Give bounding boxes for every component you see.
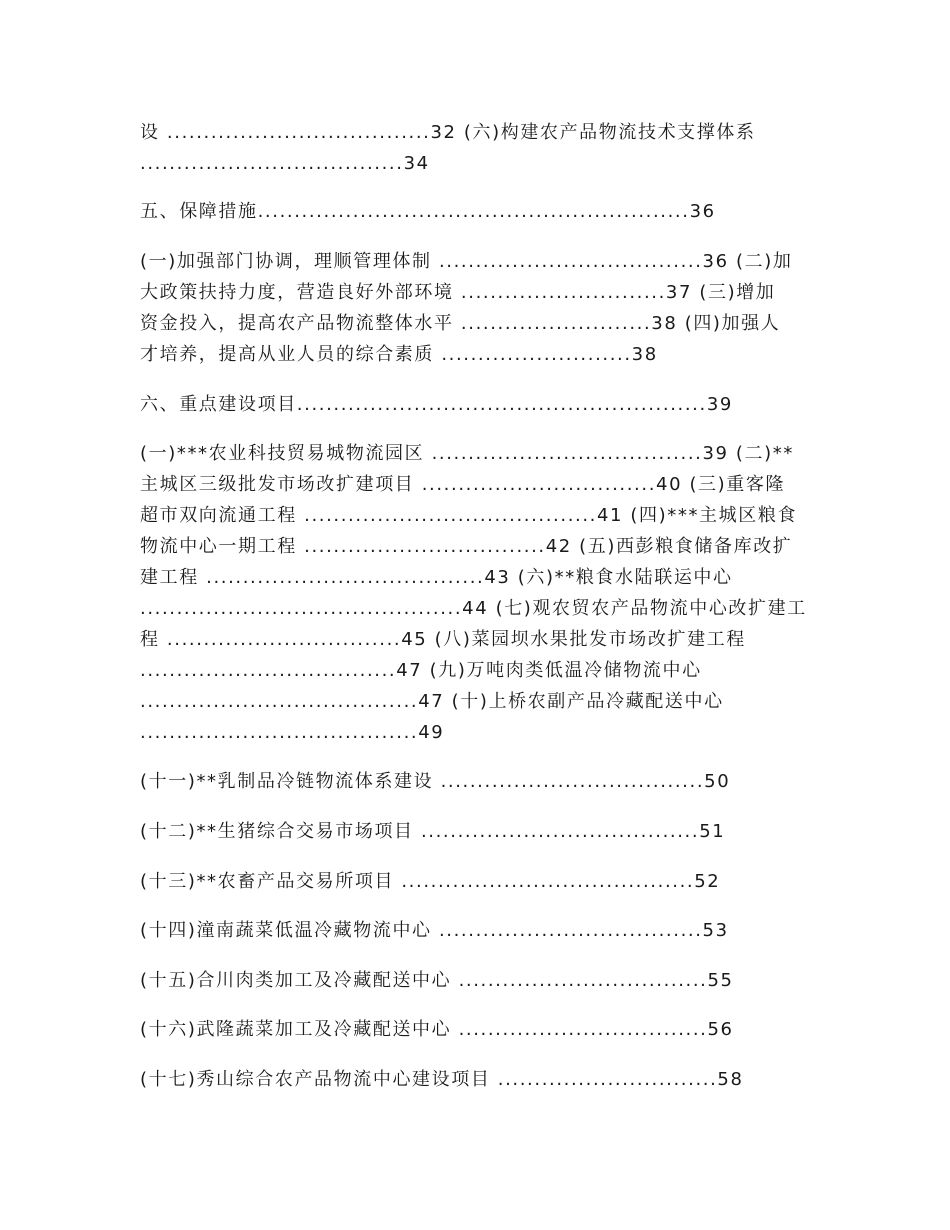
- toc-line: (十一)**乳制品冷链物流体系建设 ....................................50: [140, 771, 731, 792]
- toc-line: (十五)合川肉类加工及冷藏配送中心 ..................................55: [140, 970, 734, 991]
- toc-line: 主城区三级批发市场改扩建项目 ................................40 (三)重客隆: [140, 474, 786, 495]
- toc-line: 大政策扶持力度，营造良好外部环境 ............................37 (三)增加: [140, 282, 776, 303]
- toc-line: ....................................34: [140, 153, 430, 174]
- toc-item-15: [140, 965, 820, 996]
- toc-line: (十六)武隆蔬菜加工及冷藏配送中心 ..................................56: [140, 1019, 734, 1040]
- toc-line: ...................................47 (九)万吨肉类低温冷储物流中心: [140, 660, 702, 681]
- toc-line: 设 ....................................32 (六)构建农产品物流技术支撑体系: [140, 122, 756, 143]
- toc-item-16: [140, 1014, 820, 1045]
- toc-item-12: [140, 816, 820, 847]
- toc-section-5: [140, 196, 820, 227]
- toc-block-1: [140, 117, 820, 179]
- toc-line: 建工程 ......................................43 (六)**粮食水陆联运中心: [140, 567, 733, 588]
- toc-line: ......................................49: [140, 722, 445, 743]
- toc-item-13: [140, 866, 820, 897]
- toc-line: 资金投入，提高农产品物流整体水平 ..........................38 (四)加强人: [140, 313, 781, 334]
- toc-line: (一)***农业科技贸易城物流园区 .....................................39 (二)**: [140, 443, 794, 464]
- toc-line: 六、重点建设项目........................................................39: [140, 394, 733, 415]
- toc-line: 五、保障措施...........................................................36: [140, 201, 716, 222]
- toc-block-3: [140, 246, 820, 370]
- toc-line: 程 ................................45 (八)菜园坝水果批发市场改扩建工程: [140, 629, 746, 650]
- toc-block-5: [140, 438, 820, 748]
- toc-item-11: [140, 766, 820, 797]
- toc-line: (十四)潼南蔬菜低温冷藏物流中心 ....................................53: [140, 920, 729, 941]
- toc-item-14: [140, 915, 820, 946]
- toc-line: 才培养，提高从业人员的综合素质 ..........................38: [140, 344, 658, 365]
- toc-line: (一)加强部门协调，理顺管理体制 ....................................36 (二)加: [140, 251, 793, 272]
- toc-line: (十三)**农畜产品交易所项目 ........................................52: [140, 871, 721, 892]
- toc-item-17: [140, 1064, 820, 1095]
- toc-line: (十七)秀山综合农产品物流中心建设项目 ..............................58: [140, 1069, 744, 1090]
- toc-line: ......................................47 (十)上桥农副产品冷藏配送中心: [140, 691, 724, 712]
- toc-line: (十二)**生猪综合交易市场项目 ......................................51: [140, 821, 726, 842]
- toc-line: 物流中心一期工程 .................................42 (五)西彭粮食储备库改扩: [140, 536, 793, 557]
- toc-section-6: [140, 389, 820, 420]
- toc-line: 超市双向流通工程 ........................................41 (四)***主城区粮食: [140, 505, 798, 526]
- toc-line: ............................................44 (七)观农贸农产品物流中心改扩建工: [140, 598, 807, 619]
